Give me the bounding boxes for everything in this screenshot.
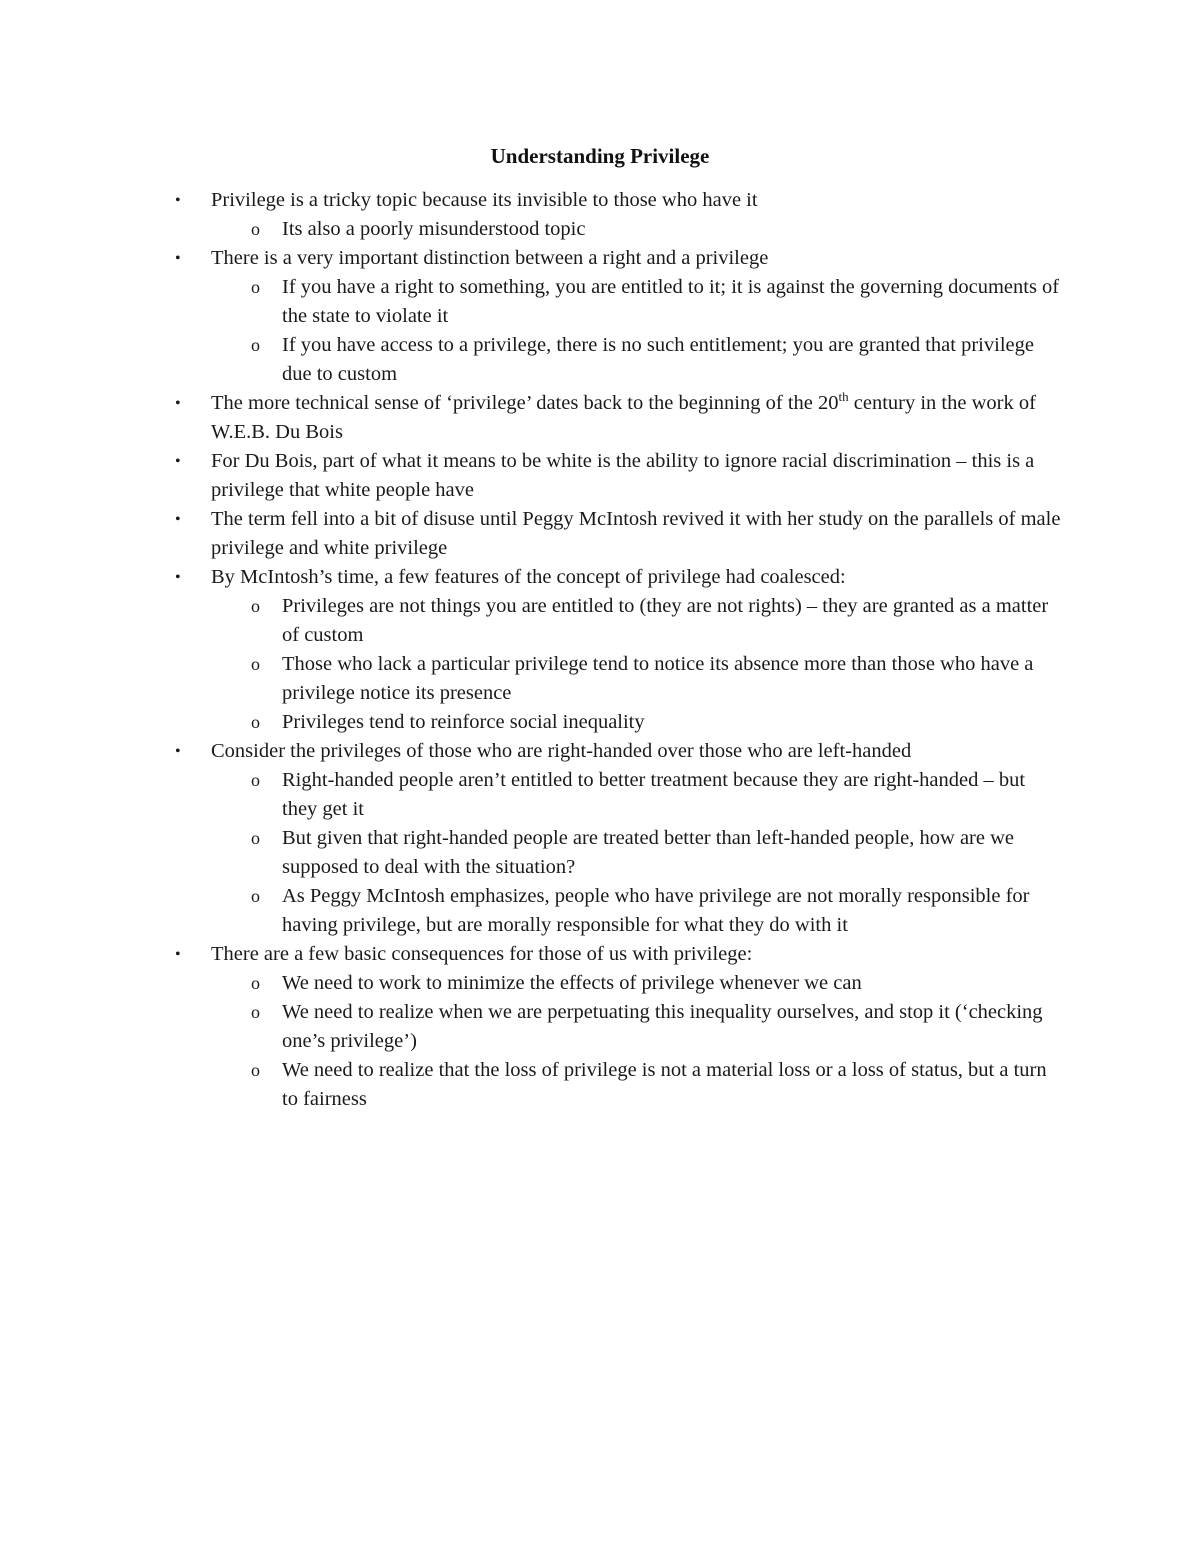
sub-list-item bbox=[211, 331, 1065, 389]
sub-list-item-text: Its also a poorly misunderstood topic bbox=[282, 218, 586, 240]
list-item-text bbox=[211, 389, 1036, 443]
sub-bullet-icon: o bbox=[251, 712, 260, 732]
sub-list-item bbox=[211, 998, 1065, 1056]
sub-list-item-text: Privileges are not things you are entitled to (they are not rights) – they are granted as a matter of custom bbox=[282, 595, 1049, 646]
list-item-text: Consider the privileges of those who are right-handed over those who are left-handed bbox=[211, 740, 912, 762]
page-title: Understanding Privilege bbox=[490, 144, 710, 168]
sub-list-item-text: Privileges tend to reinforce social inequality bbox=[282, 711, 645, 733]
list-item bbox=[175, 244, 1065, 389]
sub-list-item-text: But given that right-handed people are treated better than left-handed people, how are we supposed to deal with the situation? bbox=[282, 827, 1015, 878]
list-item bbox=[175, 505, 1065, 563]
list-item-text: The term fell into a bit of disuse until Peggy McIntosh revived it with her study on the parallels of male privilege and white privilege bbox=[211, 508, 1061, 559]
bullet-list bbox=[175, 186, 1065, 1114]
sub-list-item bbox=[211, 273, 1065, 331]
sub-list-item bbox=[211, 592, 1065, 650]
sub-list-item bbox=[211, 882, 1065, 940]
sub-list-item-text: We need to work to minimize the effects of privilege whenever we can bbox=[282, 972, 862, 994]
sub-bullet-icon: o bbox=[251, 1002, 260, 1022]
sub-list-item bbox=[211, 766, 1065, 824]
sub-list bbox=[211, 969, 1065, 1114]
bullet-icon: • bbox=[175, 946, 181, 963]
superscript-suffix: th bbox=[838, 389, 849, 405]
list-item-text-start: The more technical sense of ‘privilege’ dates back to the beginning of the 20 bbox=[211, 392, 839, 414]
sub-bullet-icon: o bbox=[251, 277, 260, 297]
sub-list-item-text: Right-handed people aren’t entitled to better treatment because they are right-handed – but they get it bbox=[282, 769, 1026, 820]
sub-bullet-icon: o bbox=[251, 828, 260, 848]
sub-bullet-icon: o bbox=[251, 335, 260, 355]
bullet-icon: • bbox=[175, 511, 181, 528]
list-item bbox=[175, 563, 1065, 737]
list-item bbox=[175, 389, 1065, 447]
document-body bbox=[175, 186, 1065, 1114]
sub-bullet-icon: o bbox=[251, 219, 260, 239]
bullet-icon: • bbox=[175, 453, 181, 470]
sub-list-item-text: If you have a right to something, you are entitled to it; it is against the governing documents of the state to violate it bbox=[282, 276, 1060, 327]
list-item bbox=[175, 186, 1065, 244]
sub-bullet-icon: o bbox=[251, 770, 260, 790]
bullet-icon: • bbox=[175, 192, 181, 209]
list-item-text: There is a very important distinction between a right and a privilege bbox=[211, 247, 769, 269]
sub-list bbox=[211, 592, 1065, 737]
sub-list-item bbox=[211, 1056, 1065, 1114]
sub-bullet-icon: o bbox=[251, 654, 260, 674]
sub-list-item-text: As Peggy McIntosh emphasizes, people who have privilege are not morally responsible for having privilege, but are morally responsible for what they do with it bbox=[282, 885, 1030, 936]
sub-bullet-icon: o bbox=[251, 973, 260, 993]
sub-list bbox=[211, 215, 1065, 244]
list-item-text: Privilege is a tricky topic because its invisible to those who have it bbox=[211, 189, 758, 211]
sub-bullet-icon: o bbox=[251, 1060, 260, 1080]
sub-list-item bbox=[211, 969, 1065, 998]
sub-bullet-icon: o bbox=[251, 886, 260, 906]
sub-list bbox=[211, 766, 1065, 940]
bullet-icon: • bbox=[175, 250, 181, 267]
bullet-icon: • bbox=[175, 395, 181, 412]
list-item bbox=[175, 940, 1065, 1114]
sub-list-item-text: Those who lack a particular privilege tend to notice its absence more than those who have a privilege notice its presence bbox=[282, 653, 1034, 704]
list-item bbox=[175, 737, 1065, 940]
sub-list bbox=[211, 273, 1065, 389]
sub-list-item bbox=[211, 215, 1065, 244]
sub-list-item-text: We need to realize when we are perpetuating this inequality ourselves, and stop it (‘checking one’s privilege’) bbox=[282, 1001, 1043, 1052]
sub-list-item-text: If you have access to a privilege, there is no such entitlement; you are granted that privilege due to custom bbox=[282, 334, 1034, 385]
sub-list-item-text: We need to realize that the loss of privilege is not a material loss or a loss of status, but a turn to fairness bbox=[282, 1059, 1047, 1110]
sub-list-item bbox=[211, 824, 1065, 882]
sub-list-item bbox=[211, 708, 1065, 737]
list-item bbox=[175, 447, 1065, 505]
bullet-icon: • bbox=[175, 743, 181, 760]
sub-list-item bbox=[211, 650, 1065, 708]
bullet-icon: • bbox=[175, 569, 181, 586]
sub-bullet-icon: o bbox=[251, 596, 260, 616]
list-item-text: By McIntosh’s time, a few features of the concept of privilege had coalesced: bbox=[211, 566, 846, 588]
list-item-text: For Du Bois, part of what it means to be white is the ability to ignore racial discrimination – this is a privilege that white people have bbox=[211, 450, 1035, 501]
list-item-text-end: century in the work of W.E.B. Du Bois bbox=[211, 392, 1036, 443]
list-item-text: There are a few basic consequences for those of us with privilege: bbox=[211, 943, 753, 965]
